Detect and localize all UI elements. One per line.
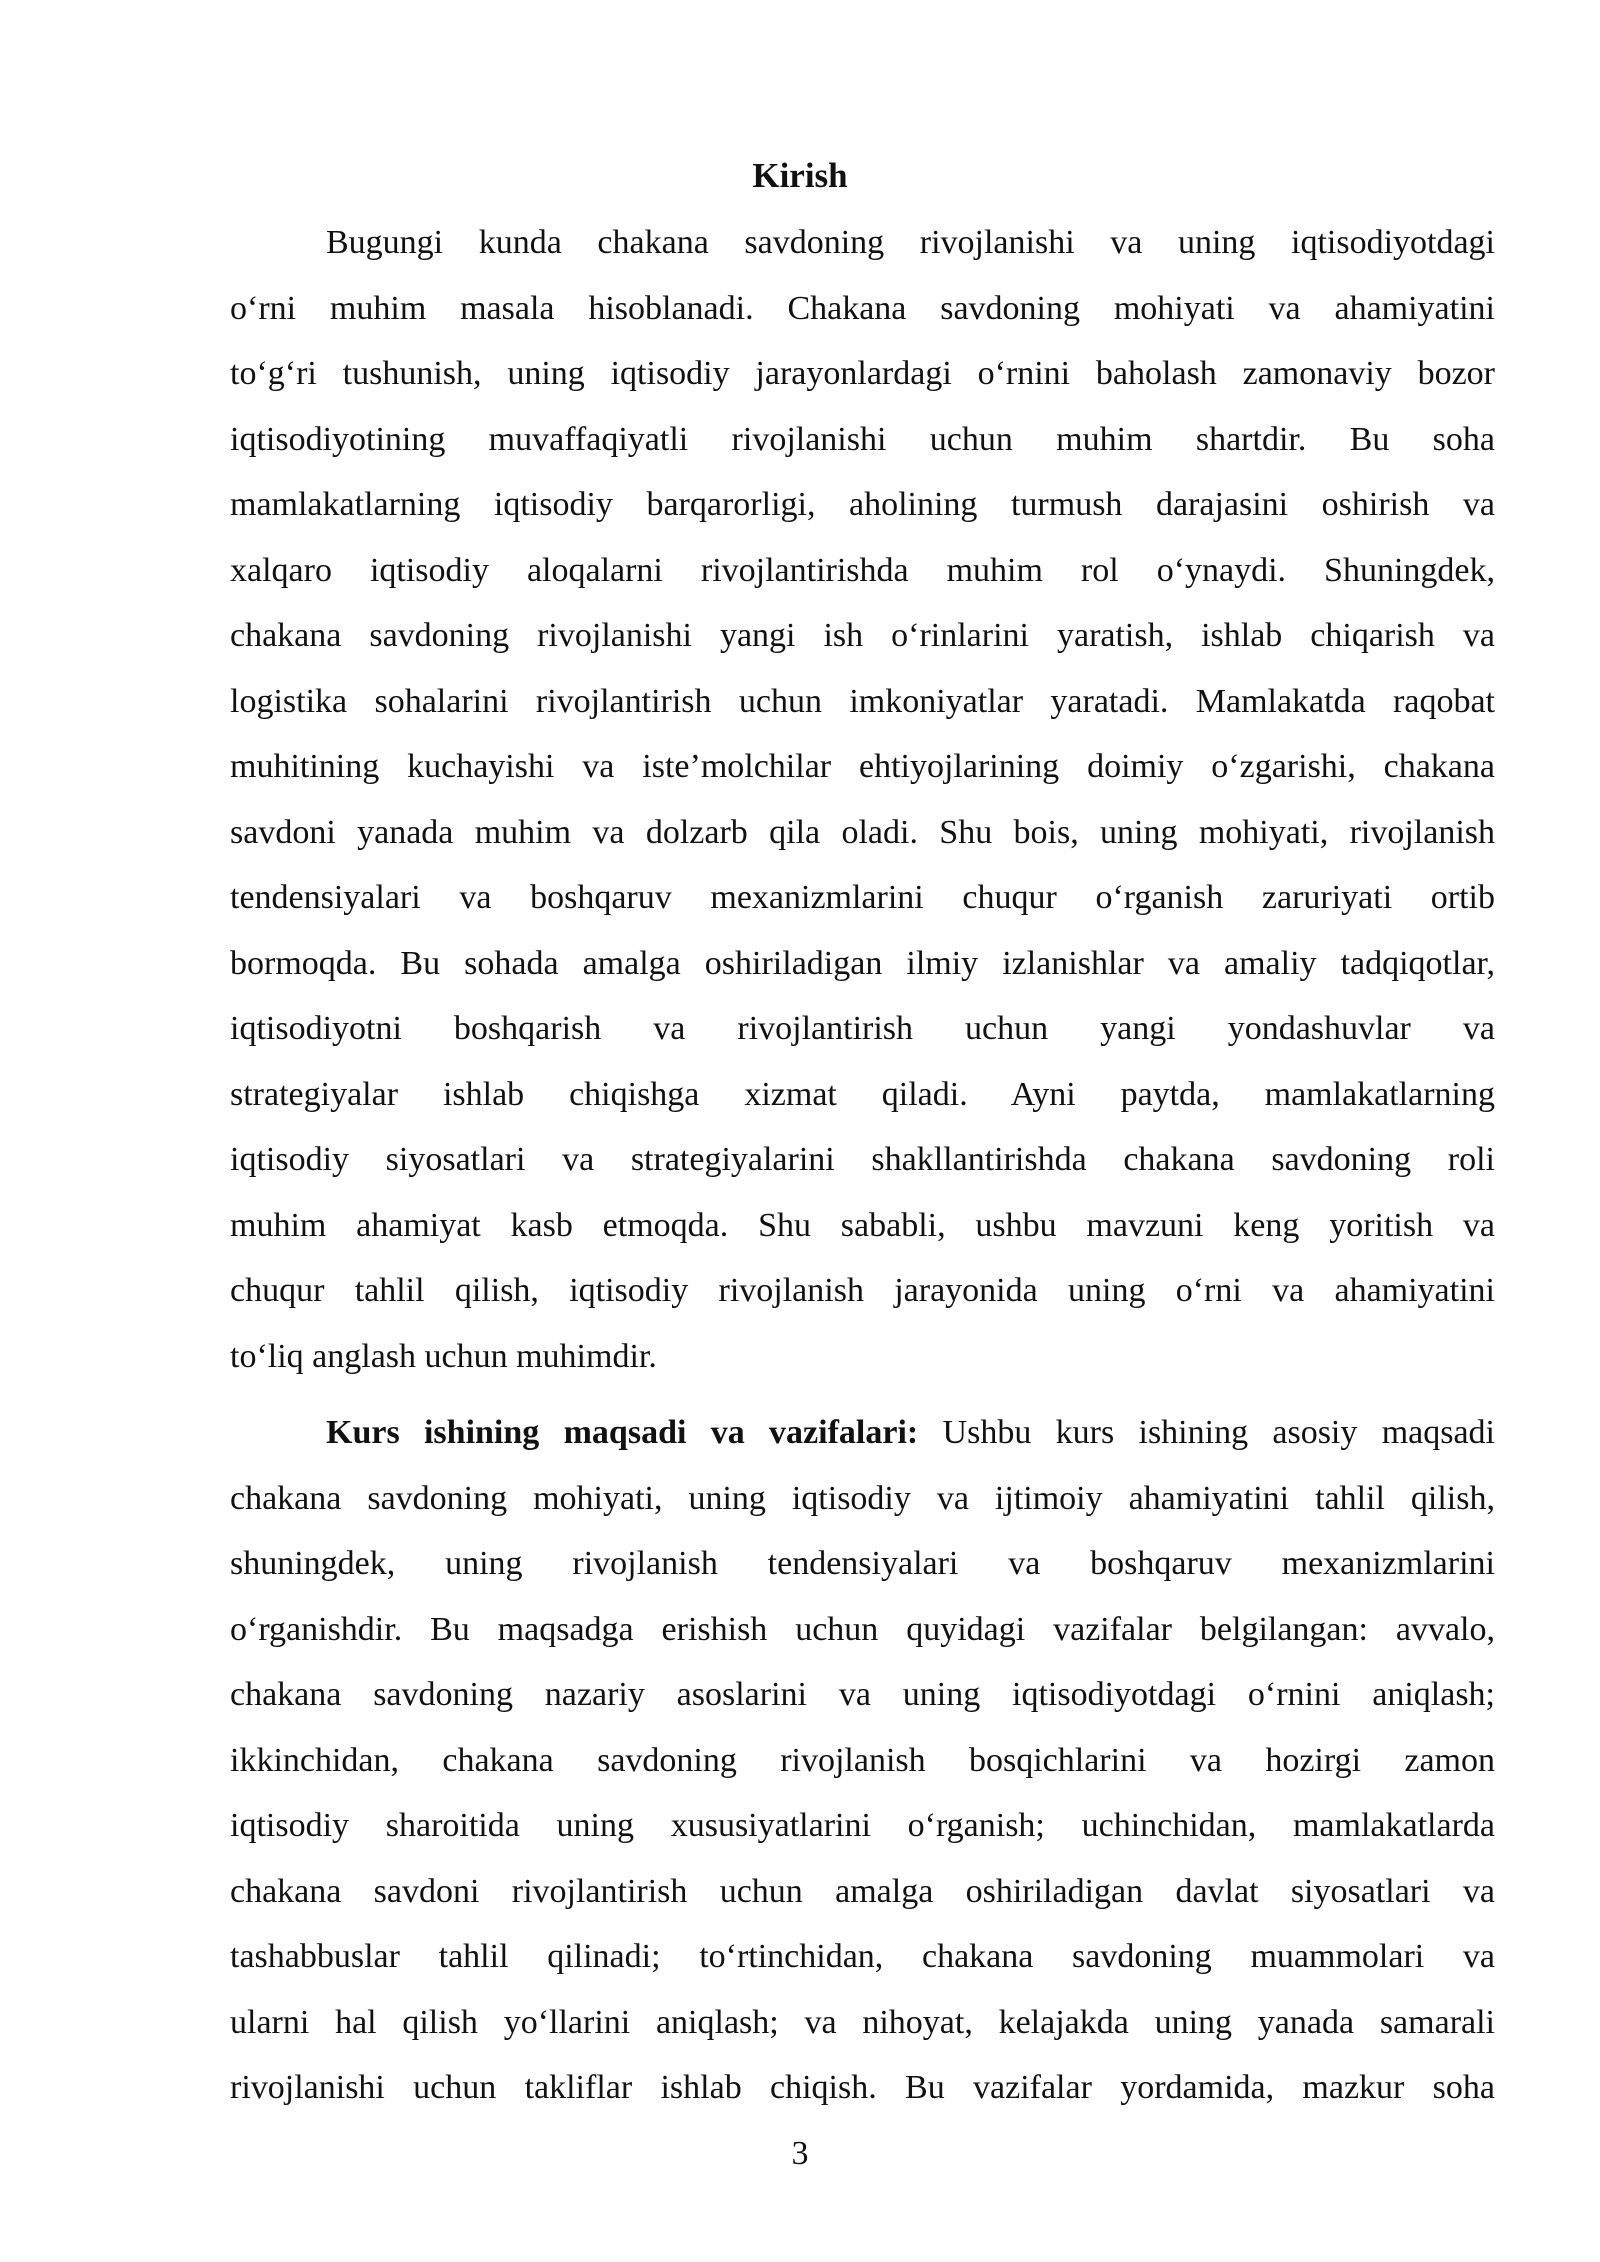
intro-paragraph (230, 210, 1495, 1389)
paragraph-line: tendensiyalari va boshqaruv mexanizmlarini chuqur o‘rganish zaruriyati ortib (230, 879, 1495, 916)
paragraph-line: chakana savdoning nazariy asoslarini va uning iqtisodiyotdagi o‘rnini aniqlash; (230, 1676, 1495, 1713)
paragraph-line: logistika sohalarini rivojlantirish uchun imkoniyatlar yaratadi. Mamlakatda raqobat (230, 682, 1495, 720)
paragraph-line: iqtisodiy siyosatlari va strategiyalarini shakllantirishda chakana savdoning roli (230, 1141, 1495, 1178)
paragraph-line: chakana savdoni rivojlantirish uchun amalga oshiriladigan davlat siyosatlari va (230, 1872, 1495, 1910)
goals-first-line-rest: Ushbu kurs ishining asosiy maqsadi (918, 1414, 1495, 1451)
paragraph-line: to‘g‘ri tushunish, uning iqtisodiy jarayonlardagi o‘rnini baholash zamonaviy bozor (230, 355, 1495, 392)
paragraph-line: rivojlanishi uchun takliflar ishlab chiqish. Bu vazifalar yordamida, mazkur soha (230, 2069, 1495, 2106)
page-number: 3 (791, 2135, 809, 2172)
paragraph-line: bormoqda. Bu sohada amalga oshiriladigan ilmiy izlanishlar va amaliy tadqiqotlar, (230, 944, 1495, 982)
paragraph-line: shuningdek, uning rivojlanish tendensiyalari va boshqaruv mexanizmlarini (230, 1545, 1495, 1582)
paragraph-line: iqtisodiyotining muvaffaqiyatli rivojlanishi uchun muhim shartdir. Bu soha (230, 420, 1495, 458)
paragraph-line: tashabbuslar tahlil qilinadi; to‘rtinchidan, chakana savdoning muammolari va (230, 1938, 1495, 1975)
paragraph-line: to‘liq anglash uchun muhimdir. (230, 1337, 657, 1375)
paragraph-line: strategiyalar ishlab chiqishga xizmat qiladi. Ayni paytda, mamlakatlarning (230, 1075, 1495, 1113)
paragraph-line: ularni hal qilish yo‘llarini aniqlash; va nihoyat, kelajakda uning yanada samarali (230, 2003, 1495, 2041)
paragraph-first-line (230, 1400, 1495, 1466)
section-heading: Kirish (752, 156, 848, 195)
paragraph-line: Bugungi kunda chakana savdoning rivojlanishi va uning iqtisodiyotdagi (326, 224, 1495, 261)
paragraph-line: mamlakatlarning iqtisodiy barqarorligi, aholining turmush darajasini oshirish va (230, 486, 1495, 523)
paragraph-line: chakana savdoning rivojlanishi yangi ish o‘rinlarini yaratish, ishlab chiqarish va (230, 617, 1495, 654)
paragraph-line: o‘rganishdir. Bu maqsadga erishish uchun quyidagi vazifalar belgilangan: avvalo, (230, 1610, 1495, 1648)
goals-paragraph (230, 1400, 1495, 2121)
goals-lead-bold: Kurs ishining maqsadi va vazifalari: (326, 1414, 919, 1451)
paragraph-line: o‘rni muhim masala hisoblanadi. Chakana savdoning mohiyati va ahamiyatini (230, 289, 1495, 327)
paragraph-line: ikkinchidan, chakana savdoning rivojlanish bosqichlarini va hozirgi zamon (230, 1741, 1495, 1779)
paragraph-line: iqtisodiyotni boshqarish va rivojlantirish uchun yangi yondashuvlar va (230, 1010, 1495, 1047)
paragraph-line: muhitining kuchayishi va iste’molchilar ehtiyojlarining doimiy o‘zgarishi, chakana (230, 748, 1495, 785)
paragraph-line: chakana savdoning mohiyati, uning iqtisodiy va ijtimoiy ahamiyatini tahlil qilish, (230, 1479, 1495, 1517)
paragraph-line: iqtisodiy sharoitida uning xususiyatlarini o‘rganish; uchinchidan, mamlakatlarda (230, 1807, 1495, 1844)
paragraph-line: savdoni yanada muhim va dolzarb qila oladi. Shu bois, uning mohiyati, rivojlanish (230, 813, 1495, 851)
paragraph-line: xalqaro iqtisodiy aloqalarni rivojlantirishda muhim rol o‘ynaydi. Shuningdek, (230, 551, 1495, 589)
paragraph-line: chuqur tahlil qilish, iqtisodiy rivojlanish jarayonida uning o‘rni va ahamiyatini (230, 1272, 1495, 1309)
paragraph-line: muhim ahamiyat kasb etmoqda. Shu sababli, ushbu mavzuni keng yoritish va (230, 1206, 1495, 1244)
